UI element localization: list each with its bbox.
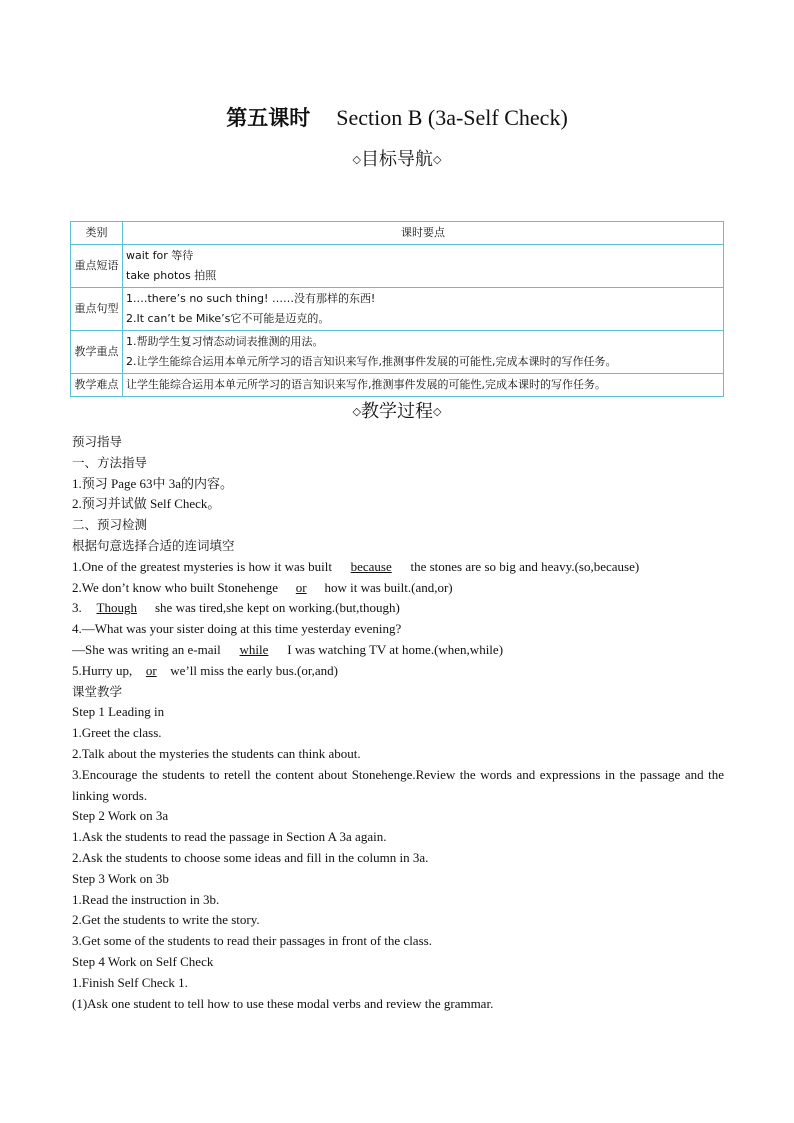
- table-row: [71, 245, 724, 288]
- table-cell-line: 1.…there’s no such thing! ……没有那样的东西!: [126, 292, 376, 305]
- section-heading-process: [0, 400, 794, 424]
- exercise-text: I was watching TV at home.(when,while): [284, 641, 504, 657]
- step-item: 3.Encourage the students to retell the content about Stonehenge.Review the words and expressions in the passage and the linking words.: [72, 766, 724, 803]
- answer-blank: Though: [96, 600, 137, 616]
- check-heading: 二、预习检测: [72, 517, 148, 533]
- section-heading-goals-text: 目标导航: [361, 149, 433, 170]
- exercise-text: 3.: [72, 600, 82, 616]
- diamond-icon: ◇: [433, 153, 442, 166]
- answer-blank: or: [295, 579, 307, 595]
- exercise-item: [72, 640, 724, 661]
- step-item: 1.Ask the students to read the passage in Section A 3a again.: [72, 829, 387, 845]
- table-cell-points: [123, 245, 724, 288]
- table-cell-points: [123, 374, 724, 397]
- step-heading: Step 3 Work on 3b: [72, 870, 169, 886]
- table-cell-category: 重点句型: [71, 288, 123, 331]
- objectives-table: [70, 221, 724, 397]
- step-heading: Step 4 Work on Self Check: [72, 953, 214, 969]
- table-cell-line: 2.It can’t be Mike’s它不可能是迈克的。: [126, 312, 330, 325]
- table-cell-line: 2.让学生能综合运用本单元所学习的语言知识来写作,推测事件发展的可能性,完成本课时的写作任务。: [126, 355, 617, 368]
- table-cell-line: take photos 拍照: [126, 269, 217, 282]
- table-cell-category: 教学难点: [71, 374, 123, 397]
- method-item: 2.预习并试做 Self Check。: [72, 496, 221, 512]
- diamond-icon: ◇: [352, 405, 361, 418]
- exercise-item: [72, 557, 724, 578]
- diamond-icon: ◇: [352, 153, 361, 166]
- lesson-body: [72, 432, 724, 1014]
- table-cell-line: wait for 等待: [126, 249, 194, 262]
- section-heading-goals: [0, 148, 794, 172]
- exercise-text: how it was built.(and,or): [321, 579, 453, 595]
- exercise-item: 4.—What was your sister doing at this time yesterday evening?: [72, 621, 402, 637]
- exercise-text: 5.Hurry up,: [72, 662, 133, 678]
- table-row: [71, 331, 724, 374]
- step-item: 2.Get the students to write the story.: [72, 912, 260, 928]
- preview-heading: 预习指导: [72, 434, 123, 449]
- step-item: 1.Read the instruction in 3b.: [72, 891, 220, 907]
- step-heading: Step 1 Leading in: [72, 704, 165, 720]
- answer-blank: or: [145, 662, 157, 678]
- lesson-title-cn: 第五课时: [226, 106, 311, 130]
- exercise-text: 2.We don’t know who built Stonehenge: [72, 579, 282, 595]
- table-cell-line: 1.帮助学生复习情态动词表推测的用法。: [126, 335, 324, 348]
- class-heading: 课堂教学: [72, 683, 123, 699]
- exercise-text: the stones are so big and heavy.(so,because): [407, 558, 640, 574]
- method-heading: 一、方法指导: [72, 454, 148, 470]
- step-item: (1)Ask one student to tell how to use these modal verbs and review the grammar.: [72, 995, 494, 1011]
- table-row: [71, 374, 724, 397]
- step-item: 2.Ask the students to choose some ideas and fill in the column in 3a.: [72, 849, 429, 865]
- table-row: [71, 288, 724, 331]
- section-heading-process-text: 教学过程: [361, 401, 433, 422]
- exercise-item: [72, 578, 724, 599]
- table-cell-category: 重点短语: [71, 245, 123, 288]
- exercise-text: we’ll miss the early bus.(or,and): [170, 662, 339, 678]
- answer-blank: while: [239, 641, 269, 657]
- table-header-category: 类别: [71, 222, 123, 245]
- table-cell-line: 让学生能综合运用本单元所学习的语言知识来写作,推测事件发展的可能性,完成本课时的写作任务。: [126, 378, 606, 391]
- table-cell-points: [123, 288, 724, 331]
- step-item: 2.Talk about the mysteries the students can think about.: [72, 745, 361, 761]
- table-cell-points: [123, 331, 724, 374]
- lesson-title: [0, 102, 794, 134]
- diamond-icon: ◇: [433, 405, 442, 418]
- answer-blank: because: [350, 558, 392, 574]
- table-header-points: 课时要点: [123, 222, 724, 245]
- step-heading: Step 2 Work on 3a: [72, 808, 169, 824]
- step-item: 1.Finish Self Check 1.: [72, 974, 188, 990]
- step-item: 3.Get some of the students to read their passages in front of the class.: [72, 933, 432, 949]
- check-instruction: 根据句意选择合适的连词填空: [72, 537, 235, 553]
- table-cell-category: 教学重点: [71, 331, 123, 374]
- exercise-text: 1.One of the greatest mysteries is how it was built: [72, 558, 336, 574]
- method-item: 1.预习 Page 63中 3a的内容。: [72, 475, 234, 491]
- exercise-item: [72, 598, 724, 619]
- table-header-row: [71, 222, 724, 245]
- lesson-title-en: Section B (3a-Self Check): [336, 105, 568, 130]
- exercise-text: —She was writing an e-mail: [72, 641, 224, 657]
- exercise-text: she was tired,she kept on working.(but,though): [151, 600, 400, 616]
- step-item: 1.Greet the class.: [72, 725, 162, 741]
- exercise-item: [72, 661, 724, 682]
